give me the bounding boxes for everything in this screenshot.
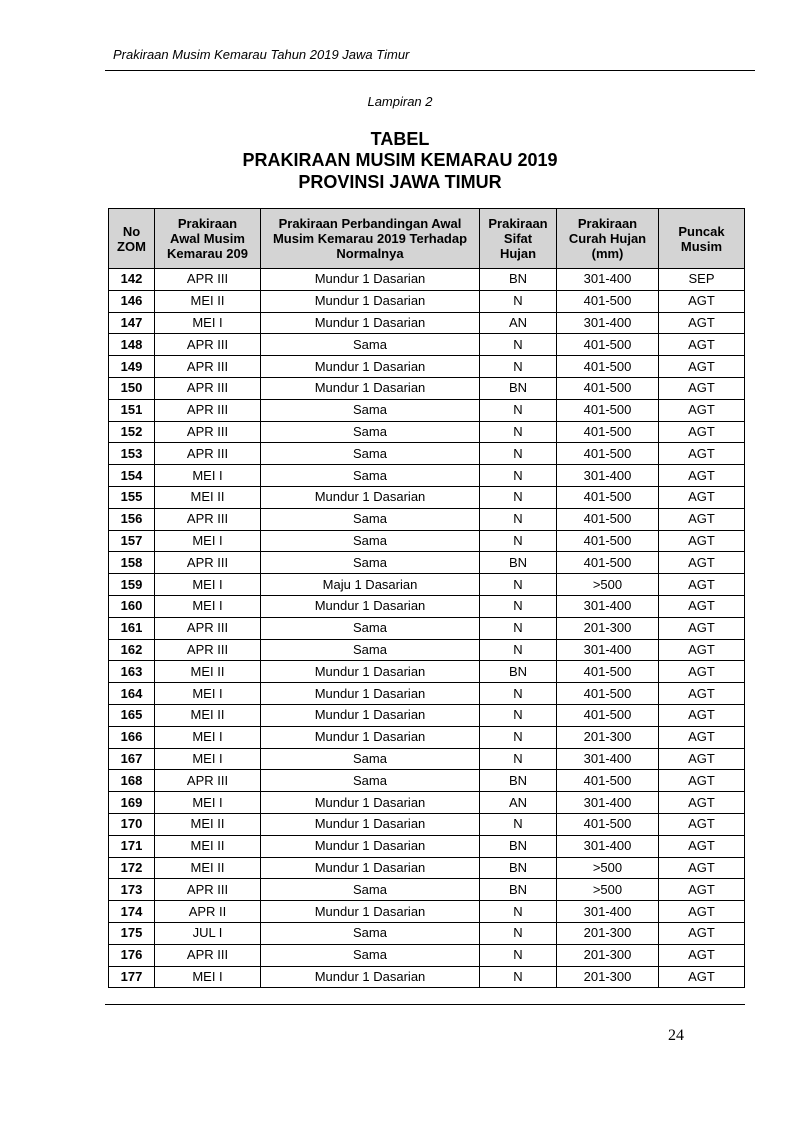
cell-onset: APR III xyxy=(155,617,261,639)
table-row xyxy=(109,813,745,835)
cell-no-zom: 158 xyxy=(109,552,155,574)
cell-rainfall: 201-300 xyxy=(557,944,659,966)
cell-peak: AGT xyxy=(659,770,745,792)
header-line: ZOM xyxy=(117,238,146,254)
table-row xyxy=(109,661,745,683)
cell-no-zom: 159 xyxy=(109,574,155,596)
cell-comparison: Sama xyxy=(261,443,480,465)
cell-no-zom: 148 xyxy=(109,334,155,356)
cell-rainfall: >500 xyxy=(557,879,659,901)
cell-no-zom: 172 xyxy=(109,857,155,879)
cell-peak: AGT xyxy=(659,334,745,356)
cell-rain-nature: N xyxy=(480,617,557,639)
cell-comparison: Mundur 1 Dasarian xyxy=(261,290,480,312)
cell-peak: AGT xyxy=(659,704,745,726)
table-row xyxy=(109,530,745,552)
cell-comparison: Mundur 1 Dasarian xyxy=(261,486,480,508)
cell-rainfall: 201-300 xyxy=(557,617,659,639)
cell-rain-nature: N xyxy=(480,595,557,617)
cell-peak: AGT xyxy=(659,879,745,901)
title-line-3: PROVINSI JAWA TIMUR xyxy=(298,172,502,192)
cell-rain-nature: N xyxy=(480,443,557,465)
table-row xyxy=(109,879,745,901)
cell-rainfall: 401-500 xyxy=(557,552,659,574)
cell-rainfall: 401-500 xyxy=(557,290,659,312)
cell-comparison: Mundur 1 Dasarian xyxy=(261,835,480,857)
table-row xyxy=(109,465,745,487)
header-line: Musim Kemarau 2019 Terhadap xyxy=(272,231,468,246)
table-row xyxy=(109,312,745,334)
cell-no-zom: 153 xyxy=(109,443,155,465)
running-header: Prakiraan Musim Kemarau Tahun 2019 Jawa Timur xyxy=(113,47,410,62)
header-rainfall xyxy=(557,209,659,269)
cell-peak: AGT xyxy=(659,290,745,312)
cell-no-zom: 154 xyxy=(109,465,155,487)
cell-peak: AGT xyxy=(659,443,745,465)
cell-peak: AGT xyxy=(659,901,745,923)
cell-comparison: Sama xyxy=(261,530,480,552)
cell-onset: MEI II xyxy=(155,704,261,726)
table-row xyxy=(109,944,745,966)
cell-peak: AGT xyxy=(659,661,745,683)
cell-peak: AGT xyxy=(659,966,745,988)
cell-rainfall: 401-500 xyxy=(557,356,659,378)
cell-comparison: Sama xyxy=(261,508,480,530)
table-row xyxy=(109,595,745,617)
cell-no-zom: 167 xyxy=(109,748,155,770)
cell-onset: MEI I xyxy=(155,748,261,770)
cell-rain-nature: BN xyxy=(480,835,557,857)
cell-rainfall: 201-300 xyxy=(557,922,659,944)
cell-onset: MEI II xyxy=(155,661,261,683)
cell-comparison: Sama xyxy=(261,617,480,639)
cell-onset: APR III xyxy=(155,377,261,399)
cell-comparison: Mundur 1 Dasarian xyxy=(261,901,480,923)
cell-rain-nature: BN xyxy=(480,770,557,792)
table-row xyxy=(109,770,745,792)
cell-rain-nature: N xyxy=(480,922,557,944)
header-line: Kemarau 209 xyxy=(167,246,248,261)
cell-rain-nature: BN xyxy=(480,552,557,574)
cell-rainfall: 401-500 xyxy=(557,661,659,683)
cell-comparison: Sama xyxy=(261,465,480,487)
cell-no-zom: 176 xyxy=(109,944,155,966)
appendix-label: Lampiran 2 xyxy=(367,94,433,109)
cell-onset: APR III xyxy=(155,770,261,792)
cell-peak: AGT xyxy=(659,356,745,378)
cell-no-zom: 161 xyxy=(109,617,155,639)
cell-comparison: Mundur 1 Dasarian xyxy=(261,813,480,835)
table-row xyxy=(109,574,745,596)
cell-rain-nature: N xyxy=(480,683,557,705)
cell-onset: APR III xyxy=(155,443,261,465)
table-row xyxy=(109,486,745,508)
cell-peak: AGT xyxy=(659,922,745,944)
header-line: Prakiraan Perbandingan Awal xyxy=(278,216,462,231)
cell-no-zom: 170 xyxy=(109,813,155,835)
cell-comparison: Sama xyxy=(261,552,480,574)
cell-rain-nature: N xyxy=(480,704,557,726)
cell-no-zom: 166 xyxy=(109,726,155,748)
table-row xyxy=(109,356,745,378)
cell-peak: AGT xyxy=(659,508,745,530)
header-line: Awal Musim xyxy=(170,231,245,246)
header-comparison xyxy=(261,209,480,269)
header-line: No xyxy=(122,223,141,239)
cell-rainfall: 301-400 xyxy=(557,269,659,291)
cell-rain-nature: N xyxy=(480,465,557,487)
header-line: Hujan xyxy=(499,246,537,261)
cell-onset: MEI I xyxy=(155,312,261,334)
cell-comparison: Mundur 1 Dasarian xyxy=(261,704,480,726)
cell-onset: APR III xyxy=(155,399,261,421)
cell-no-zom: 165 xyxy=(109,704,155,726)
cell-comparison: Maju 1 Dasarian xyxy=(261,574,480,596)
header-peak xyxy=(659,209,745,269)
header-line: Prakiraan xyxy=(177,216,238,231)
header-line: Normalnya xyxy=(336,246,404,261)
page-number: 24 xyxy=(668,1027,684,1044)
cell-no-zom: 168 xyxy=(109,770,155,792)
cell-onset: MEI II xyxy=(155,857,261,879)
header-no-zom xyxy=(109,209,155,269)
header-line: Puncak xyxy=(678,223,725,239)
cell-comparison: Mundur 1 Dasarian xyxy=(261,595,480,617)
cell-rain-nature: N xyxy=(480,966,557,988)
cell-comparison: Mundur 1 Dasarian xyxy=(261,726,480,748)
cell-rainfall: 301-400 xyxy=(557,792,659,814)
cell-no-zom: 142 xyxy=(109,269,155,291)
cell-rainfall: 301-400 xyxy=(557,465,659,487)
cell-peak: AGT xyxy=(659,726,745,748)
cell-rainfall: 401-500 xyxy=(557,683,659,705)
cell-rainfall: 401-500 xyxy=(557,334,659,356)
cell-peak: AGT xyxy=(659,857,745,879)
cell-no-zom: 174 xyxy=(109,901,155,923)
table-row xyxy=(109,443,745,465)
cell-peak: AGT xyxy=(659,377,745,399)
cell-rain-nature: N xyxy=(480,901,557,923)
table-row xyxy=(109,639,745,661)
table-header-row xyxy=(109,209,745,269)
cell-no-zom: 157 xyxy=(109,530,155,552)
cell-rain-nature: BN xyxy=(480,857,557,879)
cell-rainfall: 301-400 xyxy=(557,901,659,923)
table-row xyxy=(109,552,745,574)
cell-peak: AGT xyxy=(659,944,745,966)
title-line-1: TABEL xyxy=(370,129,430,149)
table-row xyxy=(109,726,745,748)
cell-rainfall: 401-500 xyxy=(557,508,659,530)
cell-rainfall: 201-300 xyxy=(557,726,659,748)
cell-rain-nature: N xyxy=(480,726,557,748)
cell-no-zom: 162 xyxy=(109,639,155,661)
header-rain-nature xyxy=(480,209,557,269)
cell-no-zom: 163 xyxy=(109,661,155,683)
cell-comparison: Sama xyxy=(261,879,480,901)
cell-no-zom: 150 xyxy=(109,377,155,399)
cell-rainfall: 201-300 xyxy=(557,966,659,988)
cell-onset: MEI I xyxy=(155,966,261,988)
cell-rainfall: 401-500 xyxy=(557,486,659,508)
cell-rain-nature: N xyxy=(480,334,557,356)
cell-onset: MEI II xyxy=(155,486,261,508)
table-row xyxy=(109,617,745,639)
cell-rainfall: 301-400 xyxy=(557,595,659,617)
cell-peak: AGT xyxy=(659,835,745,857)
cell-onset: APR III xyxy=(155,334,261,356)
cell-comparison: Mundur 1 Dasarian xyxy=(261,312,480,334)
cell-rainfall: 401-500 xyxy=(557,704,659,726)
cell-no-zom: 147 xyxy=(109,312,155,334)
cell-comparison: Sama xyxy=(261,421,480,443)
cell-no-zom: 146 xyxy=(109,290,155,312)
cell-rain-nature: BN xyxy=(480,377,557,399)
cell-rain-nature: N xyxy=(480,356,557,378)
cell-peak: AGT xyxy=(659,813,745,835)
cell-no-zom: 164 xyxy=(109,683,155,705)
cell-no-zom: 173 xyxy=(109,879,155,901)
cell-rainfall: 401-500 xyxy=(557,530,659,552)
cell-peak: AGT xyxy=(659,399,745,421)
cell-comparison: Mundur 1 Dasarian xyxy=(261,269,480,291)
forecast-table xyxy=(108,208,745,988)
header-line: Musim xyxy=(680,238,723,254)
cell-comparison: Sama xyxy=(261,334,480,356)
cell-peak: AGT xyxy=(659,465,745,487)
cell-rain-nature: AN xyxy=(480,792,557,814)
table-row xyxy=(109,857,745,879)
header-line: Sifat xyxy=(503,231,533,246)
header-rule xyxy=(105,70,755,71)
cell-no-zom: 152 xyxy=(109,421,155,443)
cell-no-zom: 169 xyxy=(109,792,155,814)
table-row xyxy=(109,792,745,814)
cell-comparison: Sama xyxy=(261,399,480,421)
cell-rain-nature: N xyxy=(480,574,557,596)
cell-peak: AGT xyxy=(659,421,745,443)
cell-comparison: Mundur 1 Dasarian xyxy=(261,377,480,399)
cell-rain-nature: N xyxy=(480,399,557,421)
table-row xyxy=(109,683,745,705)
cell-onset: APR III xyxy=(155,356,261,378)
cell-onset: APR II xyxy=(155,901,261,923)
cell-rain-nature: N xyxy=(480,813,557,835)
cell-onset: MEI I xyxy=(155,726,261,748)
table-row xyxy=(109,399,745,421)
cell-rain-nature: N xyxy=(480,639,557,661)
table-row xyxy=(109,748,745,770)
cell-onset: APR III xyxy=(155,269,261,291)
cell-rainfall: 301-400 xyxy=(557,312,659,334)
cell-peak: AGT xyxy=(659,530,745,552)
cell-comparison: Sama xyxy=(261,944,480,966)
cell-onset: APR III xyxy=(155,421,261,443)
cell-rain-nature: N xyxy=(480,508,557,530)
cell-comparison: Mundur 1 Dasarian xyxy=(261,356,480,378)
cell-onset: APR III xyxy=(155,508,261,530)
cell-no-zom: 156 xyxy=(109,508,155,530)
cell-rainfall: >500 xyxy=(557,857,659,879)
cell-peak: AGT xyxy=(659,574,745,596)
table-row xyxy=(109,835,745,857)
cell-peak: AGT xyxy=(659,792,745,814)
cell-rain-nature: BN xyxy=(480,879,557,901)
cell-comparison: Mundur 1 Dasarian xyxy=(261,683,480,705)
cell-comparison: Mundur 1 Dasarian xyxy=(261,857,480,879)
cell-onset: MEI I xyxy=(155,574,261,596)
cell-comparison: Mundur 1 Dasarian xyxy=(261,792,480,814)
table-row xyxy=(109,421,745,443)
cell-no-zom: 171 xyxy=(109,835,155,857)
cell-onset: MEI I xyxy=(155,595,261,617)
table-row xyxy=(109,966,745,988)
table-row xyxy=(109,922,745,944)
cell-no-zom: 177 xyxy=(109,966,155,988)
cell-rainfall: 401-500 xyxy=(557,443,659,465)
cell-peak: AGT xyxy=(659,617,745,639)
cell-onset: APR III xyxy=(155,944,261,966)
cell-rain-nature: AN xyxy=(480,312,557,334)
header-line: Prakiraan xyxy=(577,216,638,231)
cell-rain-nature: BN xyxy=(480,269,557,291)
cell-onset: MEI II xyxy=(155,835,261,857)
cell-rainfall: 401-500 xyxy=(557,813,659,835)
table-row xyxy=(109,334,745,356)
cell-rainfall: 301-400 xyxy=(557,639,659,661)
cell-rain-nature: N xyxy=(480,748,557,770)
cell-no-zom: 151 xyxy=(109,399,155,421)
cell-rain-nature: BN xyxy=(480,661,557,683)
table-row xyxy=(109,269,745,291)
cell-onset: MEI II xyxy=(155,290,261,312)
cell-onset: MEI I xyxy=(155,683,261,705)
cell-rainfall: 401-500 xyxy=(557,399,659,421)
cell-peak: AGT xyxy=(659,748,745,770)
table-row xyxy=(109,704,745,726)
cell-onset: MEI I xyxy=(155,530,261,552)
cell-onset: APR III xyxy=(155,552,261,574)
footer-rule xyxy=(105,1004,745,1005)
cell-rainfall: 401-500 xyxy=(557,377,659,399)
cell-onset: MEI I xyxy=(155,465,261,487)
cell-peak: AGT xyxy=(659,552,745,574)
cell-rainfall: 401-500 xyxy=(557,421,659,443)
cell-comparison: Mundur 1 Dasarian xyxy=(261,661,480,683)
cell-rain-nature: N xyxy=(480,944,557,966)
cell-comparison: Sama xyxy=(261,748,480,770)
cell-peak: AGT xyxy=(659,486,745,508)
cell-comparison: Sama xyxy=(261,770,480,792)
cell-peak: AGT xyxy=(659,595,745,617)
cell-rainfall: 301-400 xyxy=(557,835,659,857)
cell-rain-nature: N xyxy=(480,290,557,312)
cell-rainfall: 401-500 xyxy=(557,770,659,792)
cell-onset: JUL I xyxy=(155,922,261,944)
cell-no-zom: 160 xyxy=(109,595,155,617)
cell-comparison: Mundur 1 Dasarian xyxy=(261,966,480,988)
table-row xyxy=(109,377,745,399)
cell-onset: MEI I xyxy=(155,792,261,814)
cell-onset: APR III xyxy=(155,879,261,901)
cell-no-zom: 175 xyxy=(109,922,155,944)
table-body xyxy=(109,269,745,988)
cell-no-zom: 155 xyxy=(109,486,155,508)
cell-comparison: Sama xyxy=(261,922,480,944)
header-line: Curah Hujan xyxy=(568,231,647,246)
table-row xyxy=(109,290,745,312)
cell-comparison: Sama xyxy=(261,639,480,661)
cell-peak: AGT xyxy=(659,312,745,334)
table-row xyxy=(109,901,745,923)
cell-rainfall: 301-400 xyxy=(557,748,659,770)
cell-rainfall: >500 xyxy=(557,574,659,596)
table-row xyxy=(109,508,745,530)
cell-peak: AGT xyxy=(659,639,745,661)
cell-onset: APR III xyxy=(155,639,261,661)
header-onset xyxy=(155,209,261,269)
cell-peak: SEP xyxy=(659,269,745,291)
cell-rain-nature: N xyxy=(480,530,557,552)
header-line: (mm) xyxy=(591,246,624,261)
cell-peak: AGT xyxy=(659,683,745,705)
cell-rain-nature: N xyxy=(480,486,557,508)
title-line-2: PRAKIRAAN MUSIM KEMARAU 2019 xyxy=(242,150,558,170)
header-line: Prakiraan xyxy=(488,216,548,231)
cell-onset: MEI II xyxy=(155,813,261,835)
cell-rain-nature: N xyxy=(480,421,557,443)
cell-no-zom: 149 xyxy=(109,356,155,378)
